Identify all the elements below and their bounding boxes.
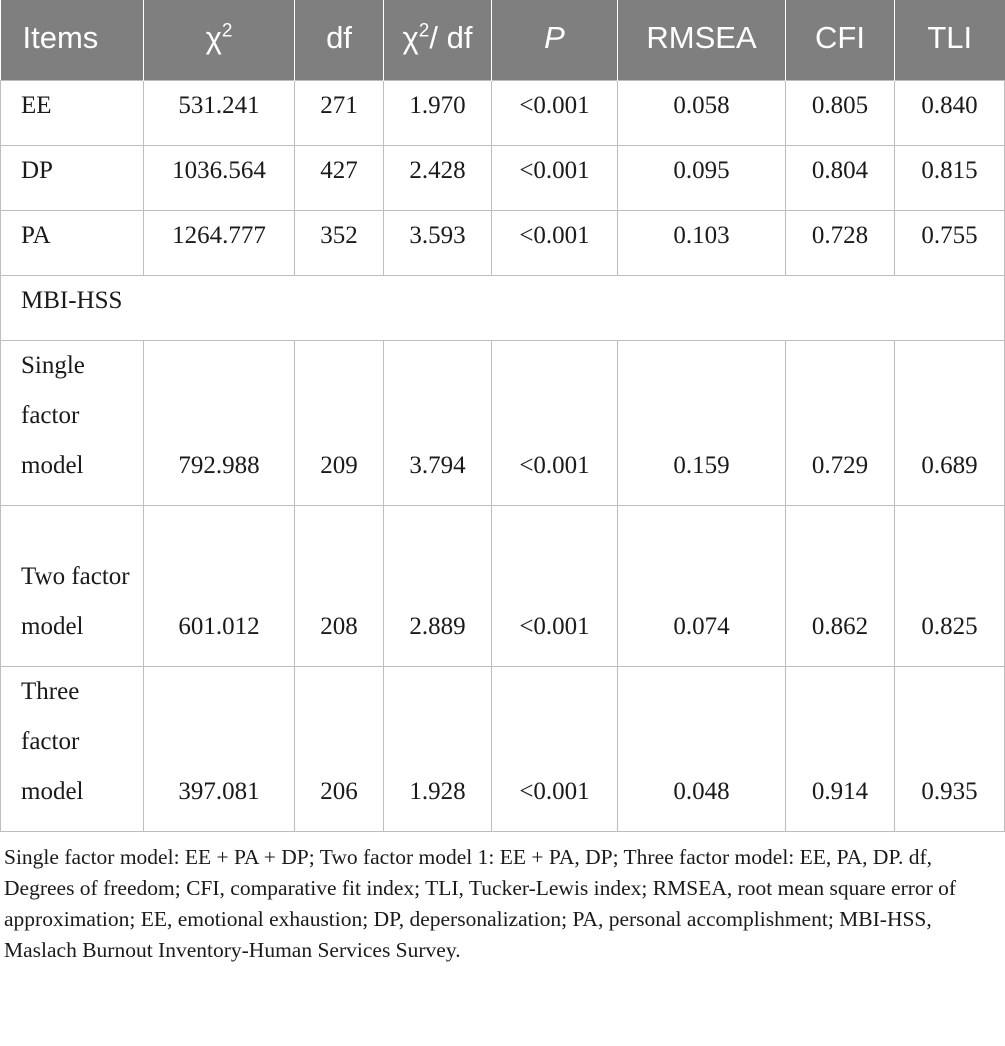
cell-item: DP (1, 145, 144, 210)
cell-cfi: 0.729 (786, 340, 895, 505)
table-row (1, 210, 1005, 275)
cell-rmsea: 0.048 (618, 666, 786, 831)
cell-rmsea: 0.074 (618, 505, 786, 666)
cell-rmsea: 0.095 (618, 145, 786, 210)
header-ratio-chi: χ (402, 20, 419, 55)
cell-item: EE (1, 80, 144, 145)
cell-p: <0.001 (492, 80, 618, 145)
cell-item: Single factor model (1, 340, 144, 505)
table-row (1, 340, 1005, 505)
header-ratio-tail: / df (429, 20, 473, 55)
header-tli: TLI (895, 0, 1005, 80)
table-body (1, 80, 1005, 831)
cell-tli: 0.935 (895, 666, 1005, 831)
cell-cfi: 0.805 (786, 80, 895, 145)
cell-tli: 0.840 (895, 80, 1005, 145)
cell-ratio: 2.889 (384, 505, 492, 666)
cell-cfi: 0.914 (786, 666, 895, 831)
header-df: df (295, 0, 384, 80)
cell-p: <0.001 (492, 666, 618, 831)
cell-chi2: 1036.564 (144, 145, 295, 210)
cell-tli: 0.825 (895, 505, 1005, 666)
cell-df: 352 (295, 210, 384, 275)
cell-chi2: 397.081 (144, 666, 295, 831)
header-rmsea: RMSEA (618, 0, 786, 80)
section-label: MBI-HSS (1, 275, 1005, 340)
cell-cfi: 0.862 (786, 505, 895, 666)
cell-ratio: 3.794 (384, 340, 492, 505)
header-chi-df-ratio (384, 0, 492, 80)
cell-tli: 0.689 (895, 340, 1005, 505)
cell-chi2: 601.012 (144, 505, 295, 666)
header-p (492, 0, 618, 80)
table-row (1, 505, 1005, 666)
cell-df: 209 (295, 340, 384, 505)
header-chi-sup: 2 (221, 20, 233, 42)
section-row (1, 275, 1005, 340)
cell-tli: 0.815 (895, 145, 1005, 210)
cell-p: <0.001 (492, 505, 618, 666)
cell-df: 271 (295, 80, 384, 145)
cell-cfi: 0.728 (786, 210, 895, 275)
cell-chi2: 531.241 (144, 80, 295, 145)
header-p-label: P (544, 20, 565, 55)
cell-ratio: 1.970 (384, 80, 492, 145)
cell-tli: 0.755 (895, 210, 1005, 275)
cell-item: Two factor model (1, 505, 144, 666)
header-chi-square (144, 0, 295, 80)
header-row (1, 0, 1005, 80)
cell-df: 208 (295, 505, 384, 666)
table-row (1, 145, 1005, 210)
cell-rmsea: 0.159 (618, 340, 786, 505)
cell-rmsea: 0.058 (618, 80, 786, 145)
cell-item: Three factor model (1, 666, 144, 831)
cell-item: PA (1, 210, 144, 275)
table-row (1, 80, 1005, 145)
table-header (1, 0, 1005, 80)
cell-chi2: 1264.777 (144, 210, 295, 275)
header-items: Items (1, 0, 144, 80)
cell-p: <0.001 (492, 340, 618, 505)
cell-p: <0.001 (492, 210, 618, 275)
cell-ratio: 1.928 (384, 666, 492, 831)
cell-p: <0.001 (492, 145, 618, 210)
cell-df: 206 (295, 666, 384, 831)
table-row (1, 666, 1005, 831)
cell-ratio: 2.428 (384, 145, 492, 210)
cell-cfi: 0.804 (786, 145, 895, 210)
cell-rmsea: 0.103 (618, 210, 786, 275)
cell-ratio: 3.593 (384, 210, 492, 275)
table-footnote: Single factor model: EE + PA + DP; Two factor model 1: EE + PA, DP; Three factor model: EE, PA, DP. df, Degrees of freedom; CFI, comparative fit index; TLI, Tucker-Lewis index; RMSEA, root mean square error of approximation; EE, emotional exhaustion; DP, depersonalization; PA, personal accomplishment; MBI-HSS, Maslach Burnout Inventory-Human Services Survey. (4, 844, 957, 962)
header-chi-symbol: χ (205, 20, 222, 55)
cell-df: 427 (295, 145, 384, 210)
header-ratio-sup: 2 (418, 20, 430, 42)
header-cfi: CFI (786, 0, 895, 80)
cell-chi2: 792.988 (144, 340, 295, 505)
